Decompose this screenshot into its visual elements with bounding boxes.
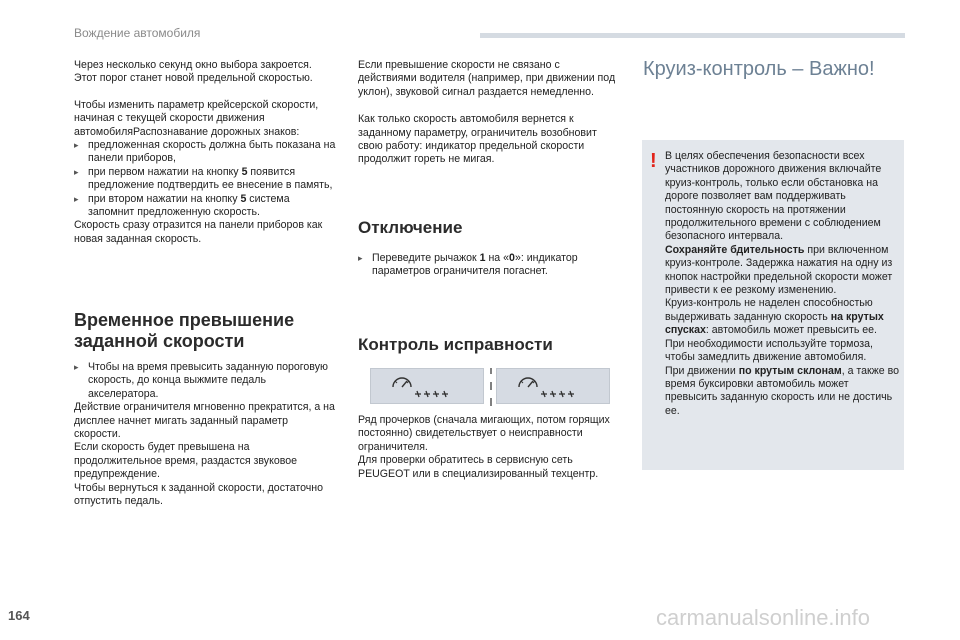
left-paragraph-6: Чтобы вернуться к заданной скорости, достаточно отпустить педаль. (74, 481, 324, 508)
left-bullet-1: ▸ предложенная скорость должна быть показана на панели приборов, (74, 139, 336, 166)
left-bullet-4: ▸ Чтобы на время превысить заданную пороговую скорость, до конца выжмите педаль акселератора. (74, 361, 336, 401)
lever-position-0: 0 (509, 252, 515, 264)
speedometer-icon (497, 369, 609, 403)
note-paragraph-3: Круиз-контроль не наделен способностью выдерживать заданную скорость на крутых спусках: автомобиль может превысить ее. При необходимости используйте тормоза, чтобы замедлить движение автомобиля. (665, 297, 884, 364)
warning-icon: ! (650, 150, 657, 172)
cruise-control-title: Круиз-контроль – Важно! (643, 58, 875, 80)
middle-bullet-1: ▸ Переведите рычажок 1 на «0»: индикатор параметров ограничителя погаснет. (358, 252, 620, 279)
button-key-5: 5 (240, 192, 247, 205)
page-number: 164 (8, 608, 30, 623)
header-bar (480, 33, 905, 38)
middle-paragraph-3: Ряд прочерков (сначала мигающих, потом горящих постоянно) свидетельствует о неисправности ограничителя. (358, 414, 610, 453)
middle-column (358, 59, 620, 167)
left-column (74, 59, 336, 246)
middle-bullet-block (358, 252, 620, 279)
blink-separator (490, 368, 492, 408)
left-paragraph-5: Если скорость будет превышена на продолжительное время, раздастся звуковое предупреждение. (74, 441, 298, 481)
section-title: Вождение автомобиля (74, 26, 201, 40)
middle-paragraph-2: Как только скорость автомобиля вернется к заданному параметру, ограничитель возобновит свою работу: индикатор предельной скорости продолжит гореть не мигая. (358, 113, 597, 166)
left-paragraph-4: Действие ограничителя мгновенно прекратится, а на дисплее начнет мигать заданный параметр скорости. (74, 401, 335, 441)
left-paragraph-1: Через несколько секунд окно выбора закроется. Этот порог станет новой предельной скоростью. (74, 59, 313, 85)
heading-temporary-exceed: Временное превышение заданной скорости (74, 310, 295, 351)
watermark: carmanualsonline.info (656, 605, 871, 630)
left-bullet-3: ▸ при втором нажатии на кнопку 5 система запомнит предложенную скорость. (74, 193, 336, 220)
important-note-text (665, 150, 899, 418)
left-column-lower (74, 361, 336, 508)
middle-column-lower (358, 414, 620, 481)
lever-position-1: 1 (479, 252, 486, 264)
heading-malfunction-check: Контроль исправности (358, 335, 553, 354)
middle-paragraph-4: Для проверки обратитесь в сервисную сеть PEUGEOT или в специализированный техцентр. (358, 454, 599, 480)
heading-deactivation: Отключение (358, 218, 463, 237)
limiter-display-steady (496, 368, 610, 404)
limiter-display-blinking (370, 368, 484, 404)
button-key-5: 5 (241, 165, 248, 178)
note-paragraph-1: В целях обеспечения безопасности всех участников дорожного движения включайте круиз-контроль, только если обстановка на дороге позволяет вам поддерживать постоянную скорость на протяжении продолжительного времени с соблюдением безопасного интервала. (665, 150, 882, 243)
left-bullet-2: ▸ при первом нажатии на кнопку 5 появится предложение подтвердить ее внесение в память, (74, 166, 336, 193)
middle-paragraph-1: Если превышение скорости не связано с действиями водителя (например, при движении под уклон), звуковой сигнал раздается немедленно. (358, 59, 616, 98)
left-paragraph-3: Скорость сразу отразится на панели приборов как новая заданная скорость. (74, 219, 323, 245)
left-paragraph-2: Чтобы изменить параметр крейсерской скорости, начиная с текущей скорости движения автомобиляРаспознавание дорожных знаков: (74, 98, 319, 138)
note-paragraph-4: При движении по крутым склонам, а также во время буксировки автомобиль может превысить заданную скорость или не достичь ее. (665, 364, 900, 417)
speedometer-icon (371, 369, 483, 403)
note-paragraph-2: Сохраняйте бдительность при включенном круиз-контроле. Задержка нажатия на одну из кнопок настройки предельной скорости может привести к ее резкому изменению. (665, 243, 893, 297)
